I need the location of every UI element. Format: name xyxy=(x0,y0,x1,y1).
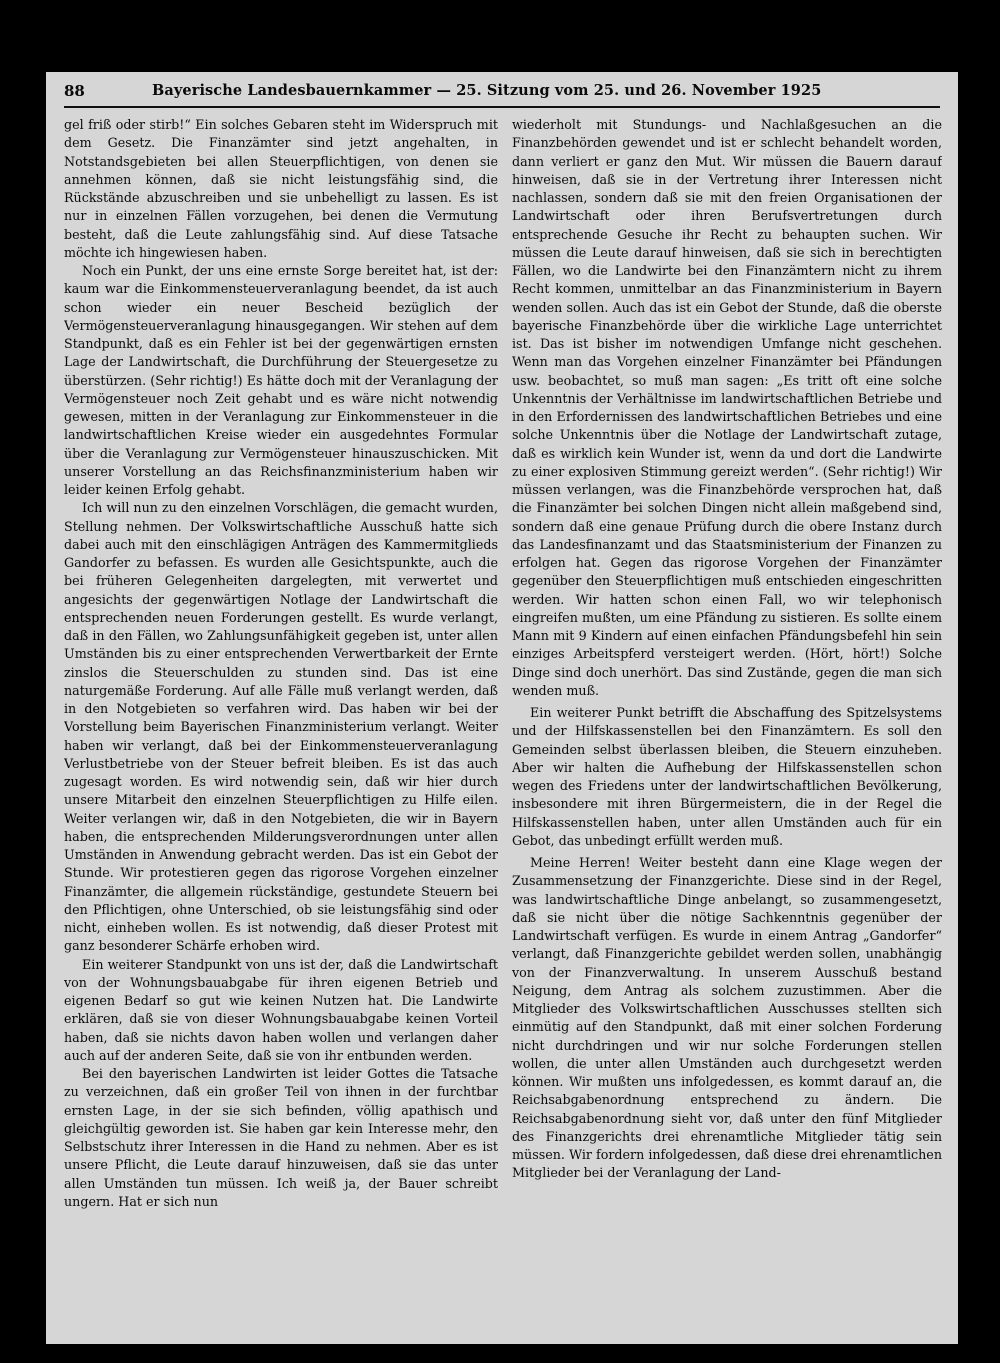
paragraph: Meine Herren! Weiter besteht dann eine Klage wegen der Zusammensetzung der Finanzgerichte. Diese sind in der Regel, was landwirtschaftliche Dinge anbelangt, so zusammengesetzt, daß sie nicht über die nötige Sachkenntnis gegenüber der Landwirtschaft verfügen. Es wurde in einem Antrag „Gandorfer“ verlangt, daß Finanzgerichte gebildet werden sollen, unabhängig von der Finanzverwaltung. In unserem Ausschuß bestand Neigung, dem Antrag als solchem zuzustimmen. Aber die Mitglieder des Volkswirtschaftlichen Ausschusses stellten sich einmütig auf den Standpunkt, daß mit einer solchen Forderung nicht durchdringen und wir nur solche Forderungen stellen wollen, die unter allen Umständen auch durchgesetzt werden können. Wir mußten uns infolgedessen, es kommt darauf an, die Reichsabgabenordnung entsprechend zu ändern. Die Reichsabgabenordnung sieht vor, daß unter den fünf Mitglieder des Finanzgerichts drei ehrenamtliche Mitglieder tätig sein müssen. Wir fordern infolgedessen, daß diese drei ehrenamtlichen Mitglieder bei der Veranlagung der Land- xyxy=(512,855,942,1181)
running-title: Bayerische Landesbauernkammer — 25. Sitzung vom 25. und 26. November 1925 xyxy=(152,82,822,99)
paragraph: wiederholt mit Stundungs- und Nachlaßgesuchen an die Finanzbehörden gewendet und ist er schlecht behandelt worden, dann verliert er ganz den Mut. Wir müssen die Bauern darauf hinweisen, daß sie in der Vertretung ihrer Interessen nicht nachlassen, sondern daß sie mit den freien Organisationen der Landwirtschaft oder ihren Berufsvertretungen durch entsprechende Gesuche ihr Recht zu behaupten suchen. Wir müssen die Leute darauf hinweisen, daß sie sich in berechtigten Fällen, wo die Landwirte bei den Finanzämtern nicht zu ihrem Recht kommen, unmittelbar an das Finanzministerium in Bayern wenden sollen. Auch das ist ein Gebot der Stunde, daß die oberste bayerische Finanzbehörde über die wirkliche Lage unterrichtet ist. Das ist bisher im notwendigen Umfange nicht geschehen. Wenn man das Vorgehen einzelner Finanzämter bei Pfändungen usw. beobachtet, so muß man sagen: „Es tritt oft eine solche Unkenntnis der Verhältnisse im landwirtschaftlichen Betriebe und in den Erfordernissen des landwirtschaftlichen Betriebes und eine solche Unkenntnis über die Notlage der Landwirtschaft zutage, daß es wirklich kein Wunder ist, wenn da und dort die Landwirte zu einer explosiven Stimmung gereizt werden“. (Sehr richtig!) Wir müssen verlangen, was die Finanzbehörde versprochen hat, daß die Finanzämter bei solchen Dingen nicht allein maßgebend sind, sondern daß eine genaue Prüfung durch die obere Instanz durch das Landesfinanzamt und das Staatsministerium der Finanzen zu erfolgen hat. Gegen das rigorose Vorgehen der Finanzämter gegenüber den Steuerpflichtigen muß entschieden eingeschritten werden. Wir hatten schon einen Fall, wo wir telephonisch eingreifen mußten, um eine Pfändung zu sistieren. Es sollte einem Mann mit 9 Kindern auf einen einfachen Pfändungsbefehl hin sein einziges Arbeitspferd versteigert werden. (Hört, hört!) Solche Dinge sind doch unerhört. Das sind Zustände, gegen die man sich wenden muß. xyxy=(512,117,942,698)
paragraph: gel friß oder stirb!“ Ein solches Gebaren steht im Widerspruch mit dem Gesetz. Die Finanzämter sind jetzt angehalten, in Notstandsgebieten bei allen Steuerpflichtigen, von denen sie annehmen können, daß sie nicht leistungsfähig sind, die Rückstände abzuschreiben und sie unbehelligt zu lassen. Es ist nur in einzelnen Fällen vorzugehen, bei denen die Vermutung besteht, daß die Leute zahlungsfähig sind. Auf diese Tatsache möchte ich hingewiesen haben. xyxy=(64,117,498,260)
paragraph: Ein weiterer Punkt betrifft die Abschaffung des Spitzelsystems und der Hilfskassenstellen bei den Finanzämtern. Es soll den Gemeinden selbst überlassen bleiben, die Steuern einzuheben. Aber wir halten die Aufhebung der Hilfskassenstellen schon wegen des Friedens unter der landwirtschaftlichen Bevölkerung, insbesondere mit ihren Bürgermeistern, die in der Regel die Hilfskassenstellen haben, unter allen Umständen auch für ein Gebot, das unbedingt erfüllt werden muß. xyxy=(512,705,942,848)
document-page xyxy=(46,72,958,1344)
paragraph: Noch ein Punkt, der uns eine ernste Sorge bereitet hat, ist der: kaum war die Einkommensteuerveranlagung beendet, da ist auch schon wieder ein neuer Bescheid bezüglich der Vermögensteuerveranlagung hinausgegangen. Wir stehen auf dem Standpunkt, daß es ein Fehler ist bei der gegenwärtigen ernsten Lage der Landwirtschaft, die Durchführung der Steuergesetze zu überstürzen. (Sehr richtig!) Es hätte doch mit der Veranlagung der Vermögensteuer noch Zeit gehabt und es wäre nicht notwendig gewesen, mitten in der Veranlagung zur Einkommensteuer in die landwirtschaftlichen Kreise wieder ein ausgedehntes Formular über die Veranlagung zur Vermögensteuer hinauszuschicken. Mit unserer Vorstellung an das Reichsfinanzministerium haben wir leider keinen Erfolg gehabt. xyxy=(64,263,498,497)
page-header xyxy=(64,80,940,108)
page-number: 88 xyxy=(64,82,85,100)
left-column xyxy=(64,116,498,1331)
paragraph: Bei den bayerischen Landwirten ist leider Gottes die Tatsache zu verzeichnen, daß ein großer Teil von ihnen in der furchtbar ernsten Lage, in der sie sich befinden, völlig apathisch und gleichgültig geworden ist. Sie haben gar kein Interesse mehr, den Selbstschutz ihrer Interessen in die Hand zu nehmen. Aber es ist unsere Pflicht, die Leute darauf hinzuweisen, daß sie das unter allen Umständen tun müssen. Ich weiß ja, der Bauer schreibt ungern. Hat er sich nun xyxy=(64,1066,498,1209)
paragraph: Ich will nun zu den einzelnen Vorschlägen, die gemacht wurden, Stellung nehmen. Der Volkswirtschaftliche Ausschuß hatte sich dabei auch mit den einschlägigen Anträgen des Kammermitglieds Gandorfer zu befassen. Es wurden alle Gesichtspunkte, auch die bei früheren Gelegenheiten dargelegten, mit verwertet und angesichts der gegenwärtigen Notlage der Landwirtschaft die entsprechenden neuen Forderungen gestellt. Es wurde verlangt, daß in den Fällen, wo Zahlungsunfähigkeit gegeben ist, unter allen Umständen bis zu einer entsprechenden Verwertbarkeit der Ernte zinslos die Steuerschulden zu stunden sind. Das ist eine naturgemäße Forderung. Auf alle Fälle muß verlangt werden, daß in den Notgebieten so verfahren wird. Das haben wir bei der Vorstellung beim Bayerischen Finanzministerium verlangt. Weiter haben wir verlangt, daß bei der Einkommensteuerveranlagung Verlustbetriebe von der Steuer befreit bleiben. Es ist das auch zugesagt worden. Es wird notwendig sein, daß wir hier durch unsere Mitarbeit den einzelnen Steuerpflichtigen zu Hilfe eilen. Weiter verlangen wir, daß in den Notgebieten, die wir in Bayern haben, die entsprechenden Milderungsverordnungen unter allen Umständen in Anwendung gebracht werden. Das ist ein Gebot der Stunde. Wir protestieren gegen das rigorose Vorgehen einzelner Finanzämter, die allgemein rückständige, gestundete Steuern bei den Pflichtigen, ohne Unterschied, ob sie leistungsfähig sind oder nicht, einheben wollen. Es ist notwendig, daß dieser Protest mit ganz besonderer Schärfe erhoben wird. xyxy=(64,500,498,954)
right-column xyxy=(512,116,942,1331)
paragraph: Ein weiterer Standpunkt von uns ist der, daß die Landwirtschaft von der Wohnungsbauabgabe für ihren eigenen Betrieb und eigenen Bedarf so gut wie keinen Nutzen hat. Die Landwirte erklären, daß sie von dieser Wohnungsbauabgabe keinen Vorteil haben, daß sie nichts davon haben wollen und verlangen daher auch auf der anderen Seite, daß sie von ihr entbunden werden. xyxy=(64,956,498,1063)
